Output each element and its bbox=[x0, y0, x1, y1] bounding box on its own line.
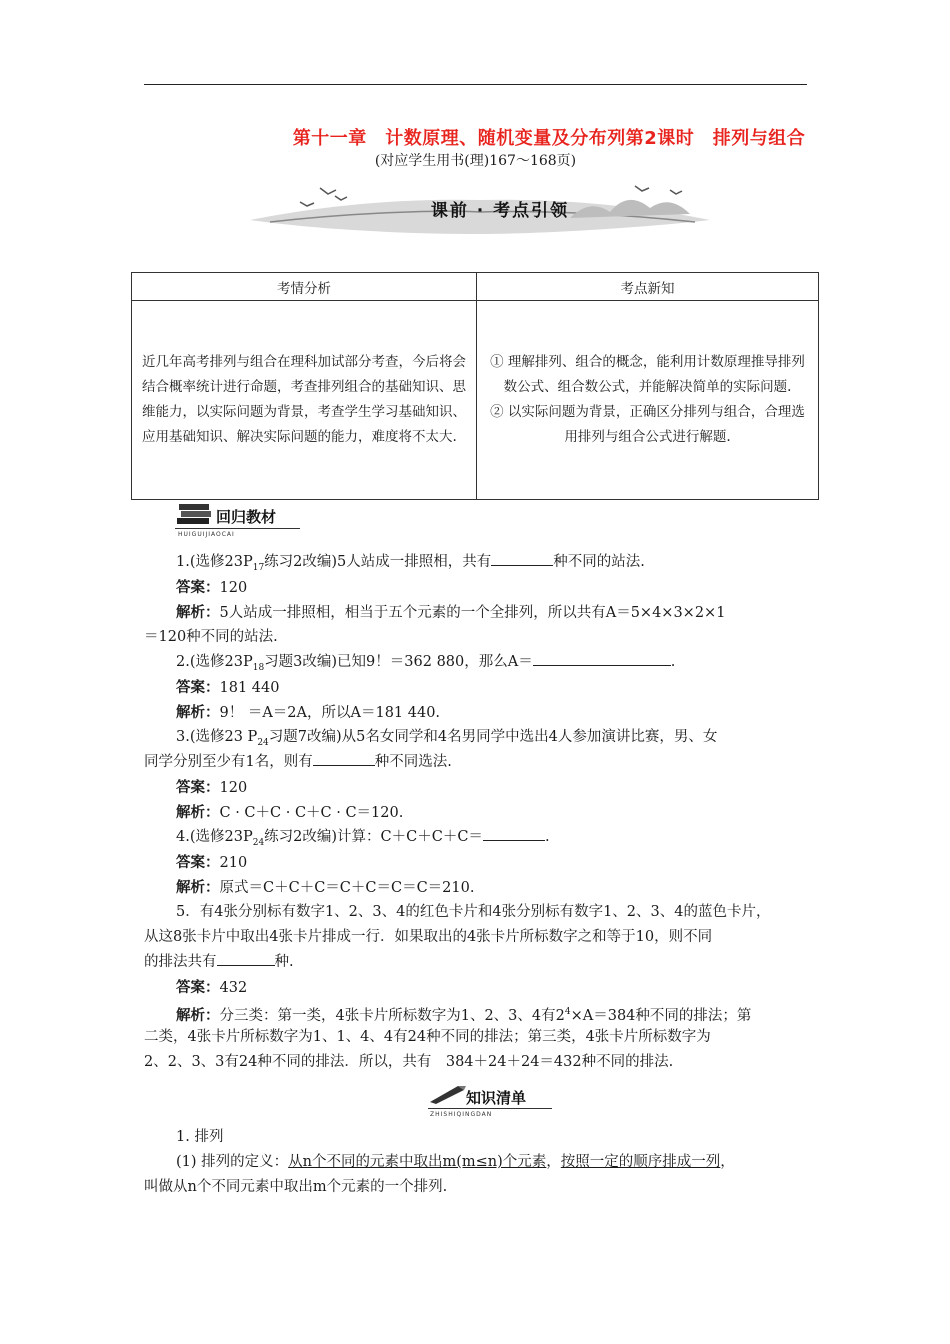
analysis-5-cont: 二类，4张卡片所标数字为1、1、4、4有24种不同的排法；第三类，4张卡片所标数字为 bbox=[144, 1029, 711, 1045]
table-header-new-knowledge: 考点新知 bbox=[477, 273, 819, 301]
table-cell-new-knowledge bbox=[477, 301, 819, 500]
question-5: 5．有4张分别标有数字1、2、3、4的红色卡片和4张分别标有数字1、2、3、4的蓝色卡片， bbox=[176, 904, 771, 920]
knowledge-point-1: ① 理解排列、组合的概念，能利用计数原理推导排列数公式、组合数公式，并能解决简单的实际问题. bbox=[490, 354, 805, 395]
analysis-table bbox=[131, 272, 819, 500]
analysis-1-cont: ＝120种不同的站法. bbox=[144, 629, 278, 645]
analysis-5-cont-2: 2、2、3、3有24种不同的排法．所以，共有 384＋24＋24＝432种不同的排法. bbox=[144, 1054, 674, 1070]
question-1: 1.(选修$23P_{17}$练习2改编)5人站成一排照相，共有 种不同的站法. bbox=[144, 550, 807, 581]
permutation-definition: (1) 排列的定义：从n个不同的元素中取出m(m≤n)个元素，按照一定的顺序排成一列， bbox=[176, 1154, 735, 1170]
books-icon bbox=[175, 500, 215, 526]
permutation-definition-cont: 叫做从n个不同元素中取出m个元素的一个排列. bbox=[144, 1179, 448, 1195]
analysis-5: 解析：分三类：第一类，4张卡片所标数字为1、2、3、4有$2^4\times A=384$种不同的排法；第 bbox=[176, 1006, 752, 1024]
knowledge-point-2: ② 以实际问题为背景，正确区分排列与组合，合理选用排列与组合公式进行解题. bbox=[490, 404, 805, 445]
page-title: 第十一章 计数原理、随机变量及分布列第2课时 排列与组合 bbox=[292, 128, 806, 149]
section-label-knowledge: 知识清单 bbox=[466, 1089, 527, 1107]
table-cell-analysis: 近几年高考排列与组合在理科加试部分考查，今后将会结合概率统计进行命题，考查排列组合的基础知识、思维能力，以实际问题为背景，考查学生学习基础知识、应用基础知识、解决实际问题的能力，难度将不太大. bbox=[132, 301, 477, 500]
analysis-4: 解析：原式＝C＋C＋C＝C＋C＝C＝C＝210. bbox=[176, 879, 475, 896]
section-underline-2 bbox=[428, 1108, 552, 1109]
section-pinyin-review: HUIGUIJIAOCAI bbox=[178, 531, 235, 538]
section-pinyin-knowledge: ZHISHIQINGDAN bbox=[430, 1111, 493, 1118]
question-4: 4.(选修$23P_{24}$练习2改编)计算：C＋C＋C＋C＝ . bbox=[144, 825, 807, 856]
answer-5: 答案：432 bbox=[176, 979, 248, 996]
answer-4: 答案：210 bbox=[176, 854, 248, 871]
question-2: 2.(选修$23P_{18}$习题3改编)已知9！＝362 880，那么A＝ . bbox=[144, 650, 807, 681]
knowledge-heading-permutation: 1. 排列 bbox=[176, 1129, 224, 1145]
section-underline bbox=[175, 528, 300, 529]
answer-1: 答案：120 bbox=[176, 579, 248, 596]
page-subtitle: (对应学生用书(理)167～168页) bbox=[374, 153, 577, 169]
table-header-analysis: 考情分析 bbox=[132, 273, 477, 301]
question-5-cont-2: 的排法共有 种. bbox=[144, 950, 807, 975]
answer-3: 答案：120 bbox=[176, 779, 248, 796]
answer-2: 答案：181 440 bbox=[176, 679, 280, 696]
question-5-cont: 从这8张卡片中取出4张卡片排成一行．如果取出的4张卡片所标数字之和等于10，则不同 bbox=[144, 929, 713, 945]
analysis-3: 解析：C · C＋C · C＋C · C＝120. bbox=[176, 804, 404, 821]
question-3-cont: 同学分别至少有1名，则有 种不同选法. bbox=[144, 750, 807, 775]
analysis-1: 解析：5人站成一排照相，相当于五个元素的一个全排列，所以共有A＝5×4×3×2×1 bbox=[176, 604, 726, 621]
question-3: 3.(选修23 $P_{24}$习题7改编)从5名女同学和4名男同学中选出4人参加演讲比赛，男、女 bbox=[176, 729, 718, 748]
section-banner-label: 课前 · 考点引领 bbox=[430, 201, 570, 221]
header-rule bbox=[144, 84, 807, 85]
pen-icon bbox=[428, 1082, 468, 1106]
analysis-2: 解析：9！ ＝A＝2A，所以A＝181 440. bbox=[176, 704, 441, 721]
section-label-review: 回归教材 bbox=[216, 508, 277, 526]
